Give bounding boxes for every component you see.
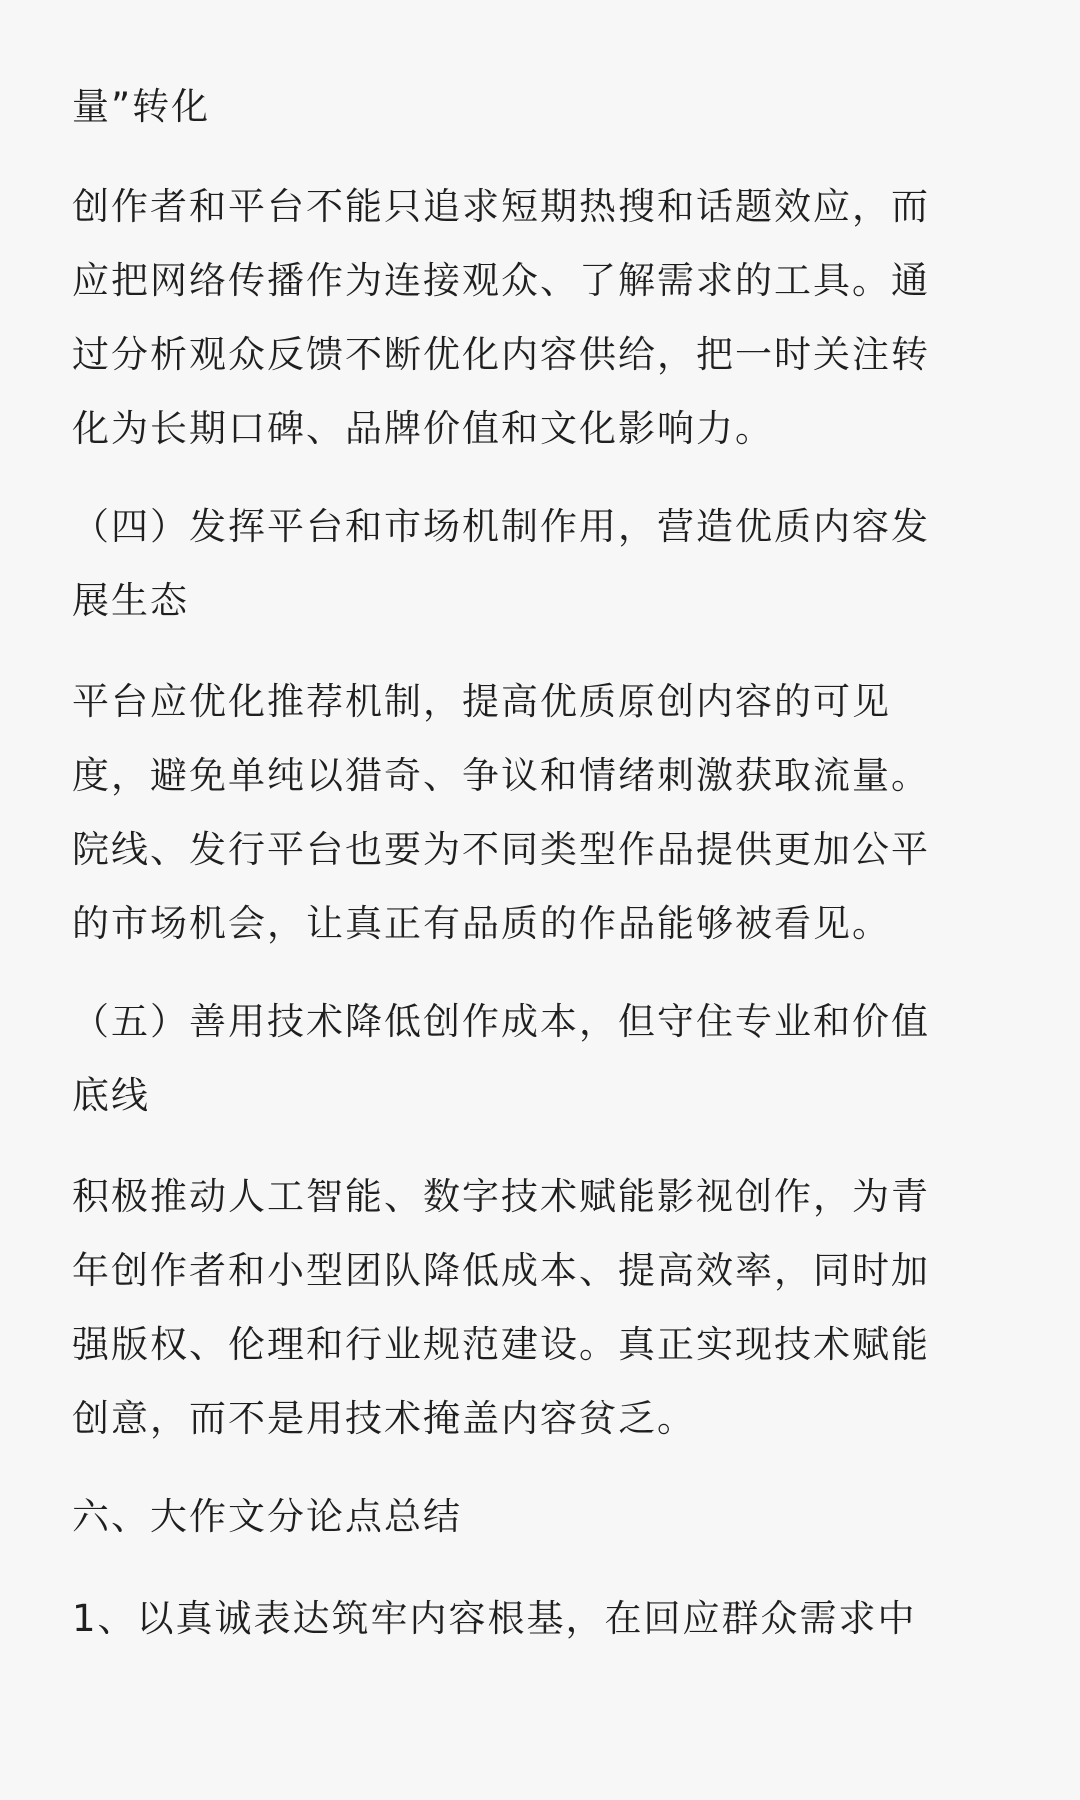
paragraph-body-2: 平台应优化推荐机制，提高优质原创内容的可见 度，避免单纯以猎奇、争议和情绪刺激获取流量。 院线、发行平台也要为不同类型作品提供更加公平 的市场机会，让真正有品质的作品能够被看见。	[72, 680, 930, 945]
paragraph-body-1: 创作者和平台不能只追求短期热搜和话题效应，而 应把网络传播作为连接观众、了解需求的工具。通 过分析观众反馈不断优化内容供给，把一时关注转 化为长期口碑、品牌价值和文化影响力。	[72, 185, 930, 450]
paragraph-body-3: 积极推动人工智能、数字技术赋能影视创作，为青 年创作者和小型团队降低成本、提高效率，同时加 强版权、伦理和行业规范建设。真正实现技术赋能 创意，而不是用技术掩盖内容贫乏。	[72, 1175, 930, 1440]
section-title-6: 六、大作文分论点总结	[72, 1495, 462, 1538]
paragraph-heading-continuation: 量”转化	[72, 85, 211, 128]
paragraph-heading-5: （五）善用技术降低创作成本，但守住专业和价值 底线	[72, 1000, 930, 1117]
paragraph-heading-4: （四）发挥平台和市场机制作用，营造优质内容发 展生态	[72, 505, 930, 622]
summary-point-1: 1、以真诚表达筑牢内容根基，在回应群众需求中	[72, 1597, 917, 1640]
